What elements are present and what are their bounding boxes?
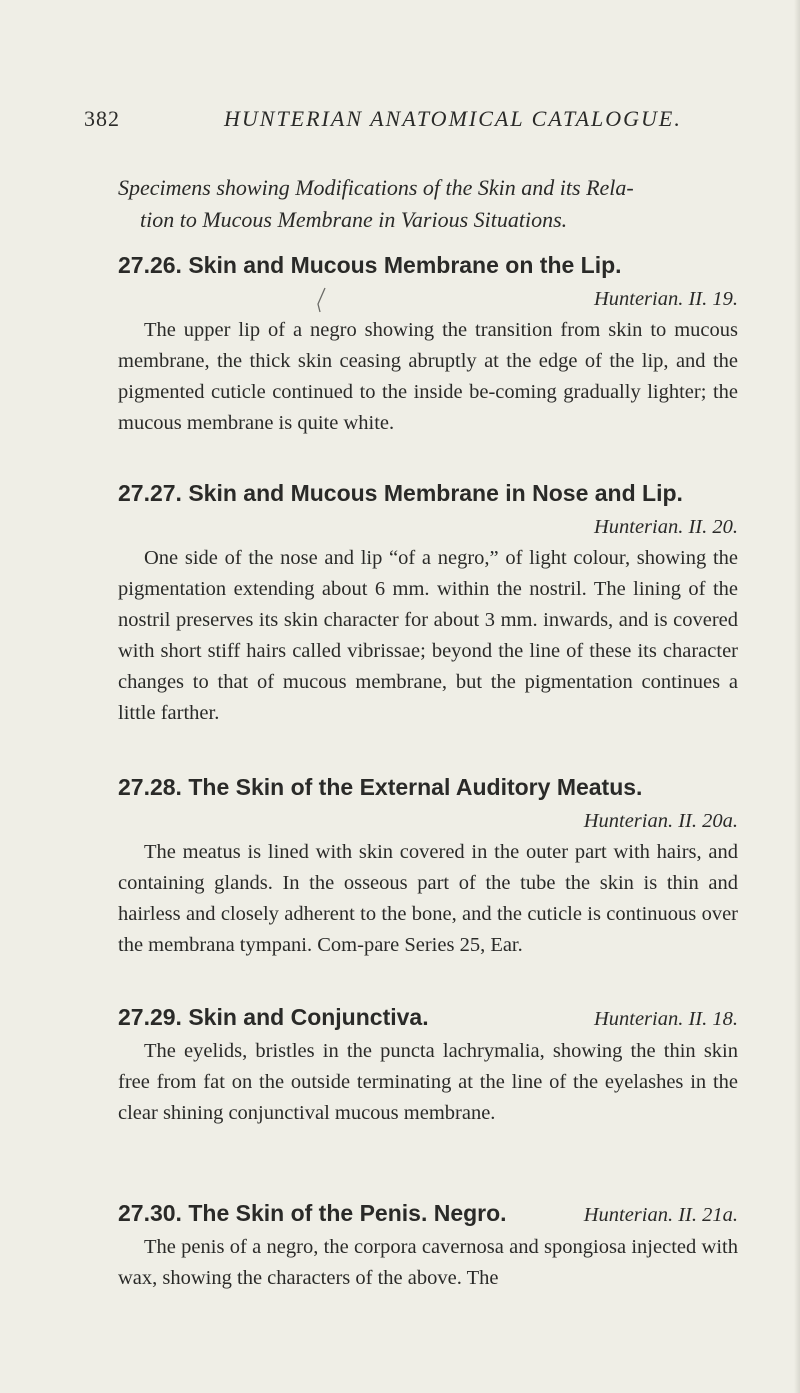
entry-description: The upper lip of a negro showing the transition from skin to mucous membrane, the thick skin ceasing abruptly at the edge of the lip, and the pigmented cuticle continued to the inside be-coming gradually lighter; the mucous membrane is quite white. — [118, 319, 738, 434]
entry-heading — [118, 1002, 738, 1036]
page-number: 382 — [84, 106, 120, 131]
catalogue-entry — [118, 1002, 738, 1129]
catalogue-entry — [118, 1198, 738, 1294]
entry-title: The Skin of the External Auditory Meatus. — [188, 774, 643, 800]
entry-title: Skin and Mucous Membrane in Nose and Lip. — [188, 480, 683, 506]
entry-description: The penis of a negro, the corpora cavernosa and spongiosa injected with wax, showing the characters of the above. The — [118, 1236, 738, 1289]
section-intro-line-1: Specimens showing Modifications of the Skin and its Rela- — [118, 175, 634, 200]
entry-reference: Hunterian. II. 19. — [593, 288, 738, 310]
entry-reference: Hunterian. II. 21a. — [583, 1204, 738, 1226]
entry-reference: Hunterian. II. 20. — [593, 516, 738, 538]
entry-number: 27.29. — [118, 1004, 182, 1030]
catalogue-entry — [118, 772, 738, 961]
entry-number: 27.26. — [118, 252, 182, 278]
catalogue-entry — [118, 478, 738, 729]
entry-heading — [118, 1198, 738, 1232]
entry-reference: Hunterian. II. 20a. — [583, 810, 738, 832]
entry-heading — [118, 478, 738, 512]
pencil-mark-icon — [314, 286, 328, 314]
page-header — [84, 106, 724, 136]
entry-heading — [118, 772, 738, 806]
entry-description: One side of the nose and lip “of a negro,” of light colour, showing the pigmentation extending about 6 mm. within the nostril. The lining of the nostril preserves its skin character for about 3 mm. inwards, and is covered with short stiff hairs called vibrissae; beyond the line of these its character changes to that of mucous membrane, but the pigmentation continues a little farther. — [118, 547, 738, 724]
entry-title: The Skin of the Penis. Negro. — [188, 1200, 507, 1226]
entry-number: 27.28. — [118, 774, 182, 800]
entry-title: Skin and Conjunctiva. — [188, 1004, 429, 1030]
entry-heading — [118, 250, 738, 284]
section-intro-line-2: tion to Mucous Membrane in Various Situations. — [140, 207, 568, 232]
catalogue-entry — [118, 250, 738, 439]
entry-description: The meatus is lined with skin covered in the outer part with hairs, and containing glands. In the osseous part of the tube the skin is thin and hairless and closely adherent to the bone, and the cuticle is continuous over the membrana tympani. Com-pare Series 25, Ear. — [118, 841, 738, 956]
entry-reference: Hunterian. II. 18. — [593, 1008, 738, 1030]
running-title: HUNTERIAN ANATOMICAL CATALOGUE. — [224, 106, 682, 131]
entry-number: 27.30. — [118, 1200, 182, 1226]
page-edge-shadow — [794, 0, 800, 1393]
entry-title: Skin and Mucous Membrane on the Lip. — [188, 252, 622, 278]
section-intro — [118, 172, 738, 236]
entry-number: 27.27. — [118, 480, 182, 506]
entry-description: The eyelids, bristles in the puncta lachrymalia, showing the thin skin free from fat on the outside terminating at the line of the eyelashes in the clear shining conjunctival mucous membrane. — [118, 1040, 738, 1124]
